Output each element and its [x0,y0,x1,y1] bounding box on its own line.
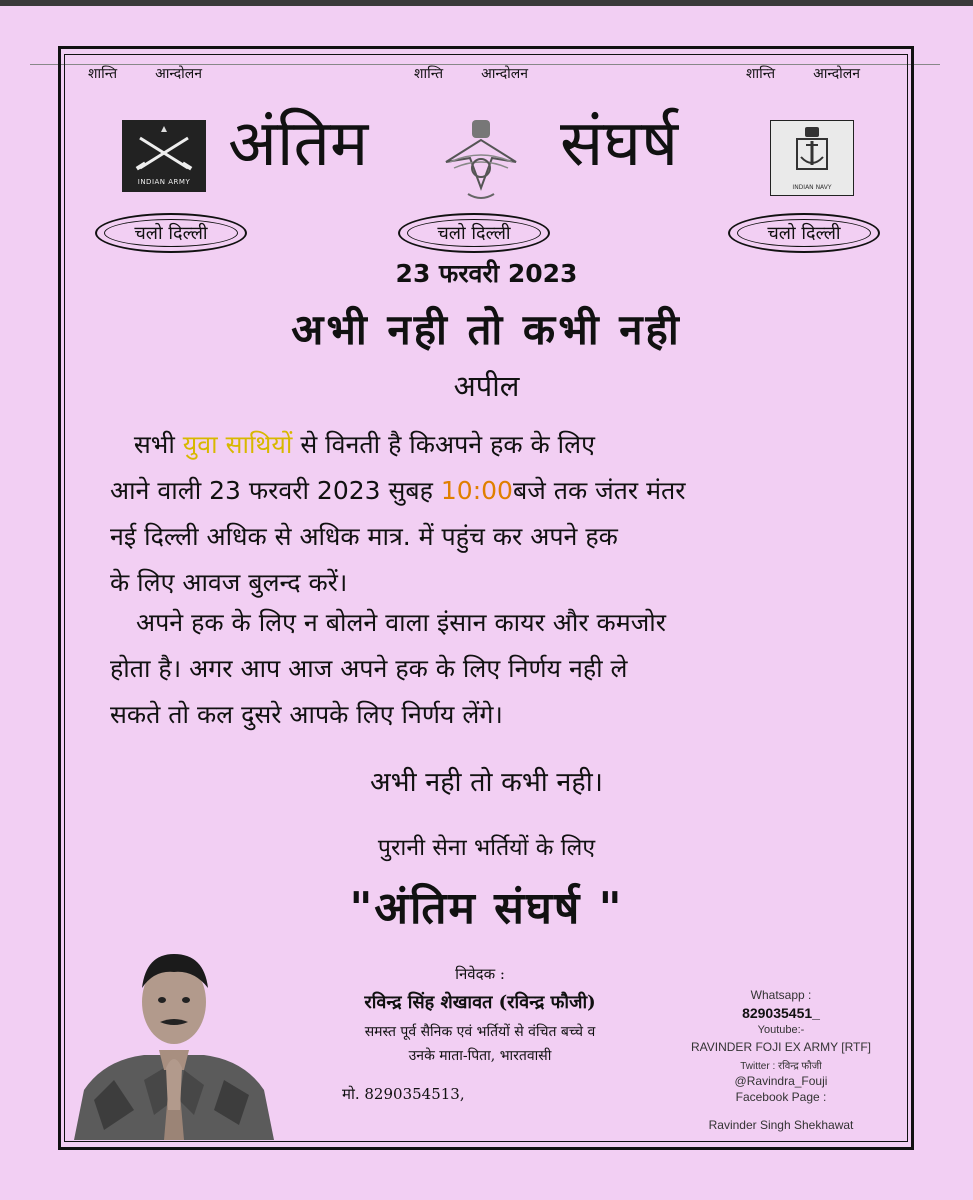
youtube-channel: RAVINDER FOJI EX ARMY [RTF] [690,1040,872,1054]
facebook-page-name: Ravinder Singh Shekhawat [708,1118,854,1132]
petitioner-name: रविन्द्र सिंह शेखावत (रविन्द्र फौजी) [364,992,596,1013]
anchor-crest-icon [771,121,853,179]
header-slogan-center [414,64,528,83]
slogan-word: आन्दोलन [481,66,529,82]
highlighted-text: युवा साथियों [182,430,293,459]
appeal-line [110,468,686,514]
chalo-dilli-badge-center [398,213,550,253]
badge-label: चलो दिल्ली [767,223,841,244]
text-segment: बजे तक जंतर मंतर [512,476,686,505]
twitter-handle: @Ravindra_Fouji [734,1074,828,1088]
badge-label: चलो दिल्ली [134,223,208,244]
army-logo-caption: INDIAN ARMY [137,178,191,186]
crossed-swords-icon [122,120,206,180]
slogan-word: आन्दोलन [813,66,861,82]
facebook-label: Facebook Page : [735,1090,827,1104]
appeal-line: सकते तो कल दुसरे आपके लिए निर्णय लेंगे। [110,700,503,729]
header-slogan-right [746,64,860,83]
title-word-left: अंतिम [228,107,369,181]
twitter-label: Twitter : रविन्द्र फौजी [740,1061,822,1072]
slogan-word: आन्दोलन [155,66,203,82]
top-edge-bar [0,0,973,6]
appeal-paragraph-2 [110,600,666,738]
text-segment: आने वाली 23 फरवरी 2023 सुबह [110,476,441,505]
text-segment: से विनती है किअपने हक के लिए [292,430,595,459]
appeal-line: नई दिल्ली अधिक से अधिक मात्र. में पहुंच कर अपने हक [110,522,618,551]
youtube-label: Youtube:- [757,1024,805,1036]
header-slogan-left [88,64,202,83]
badge-label: चलो दिल्ली [437,223,511,244]
appeal-heading: अपील [453,369,520,403]
appeal-line [110,422,686,468]
main-slogan: अभी नही तो कभी नही [291,305,682,354]
petitioner-label: निवेदक : [455,965,505,983]
slogan-word: शान्ति [414,66,444,82]
appeal-line: होता है। अगर आप आज अपने हक के लिए निर्णय नही ले [110,654,628,683]
indian-army-logo [122,120,206,192]
slogan-word: शान्ति [88,66,118,82]
chalo-dilli-badge-left [95,213,247,253]
petitioner-phone: मो. 8290354513, [342,1085,465,1103]
petitioner-line-1: समस्त पूर्व सैनिक एवं भर्तियों से वंचित बच्चे व [364,1024,596,1040]
highlighted-time: 10:00 [440,476,513,505]
appeal-line: अपने हक के लिए न बोलने वाला इंसान कायर और कमजोर [136,608,666,637]
recruitment-line: पुरानी सेना भर्तियों के लिए [377,835,596,861]
indian-navy-logo [770,120,854,196]
text-segment: सभी [133,430,183,459]
air-force-emblem-icon [440,118,522,204]
slogan-word: शान्ति [746,66,776,82]
closing-slogan: अभी नही तो कभी नही। [370,767,603,798]
whatsapp-label: Whatsapp : [750,988,812,1002]
petitioner-photo [74,940,274,1140]
appeal-line: के लिए आवज बुलन्द करें। [110,568,348,597]
navy-logo-caption: INDIAN NAVY [792,184,832,191]
title-word-right: संघर्ष [560,107,679,181]
whatsapp-number: 829035451_ [742,1005,820,1021]
chalo-dilli-badge-right [728,213,880,253]
petitioner-line-2: उनके माता-पिता, भारतवासी [408,1048,552,1064]
final-slogan: "अंतिम संघर्ष " [349,883,624,934]
appeal-paragraph-1 [110,422,686,606]
event-date: 23 फरवरी 2023 [395,259,578,288]
